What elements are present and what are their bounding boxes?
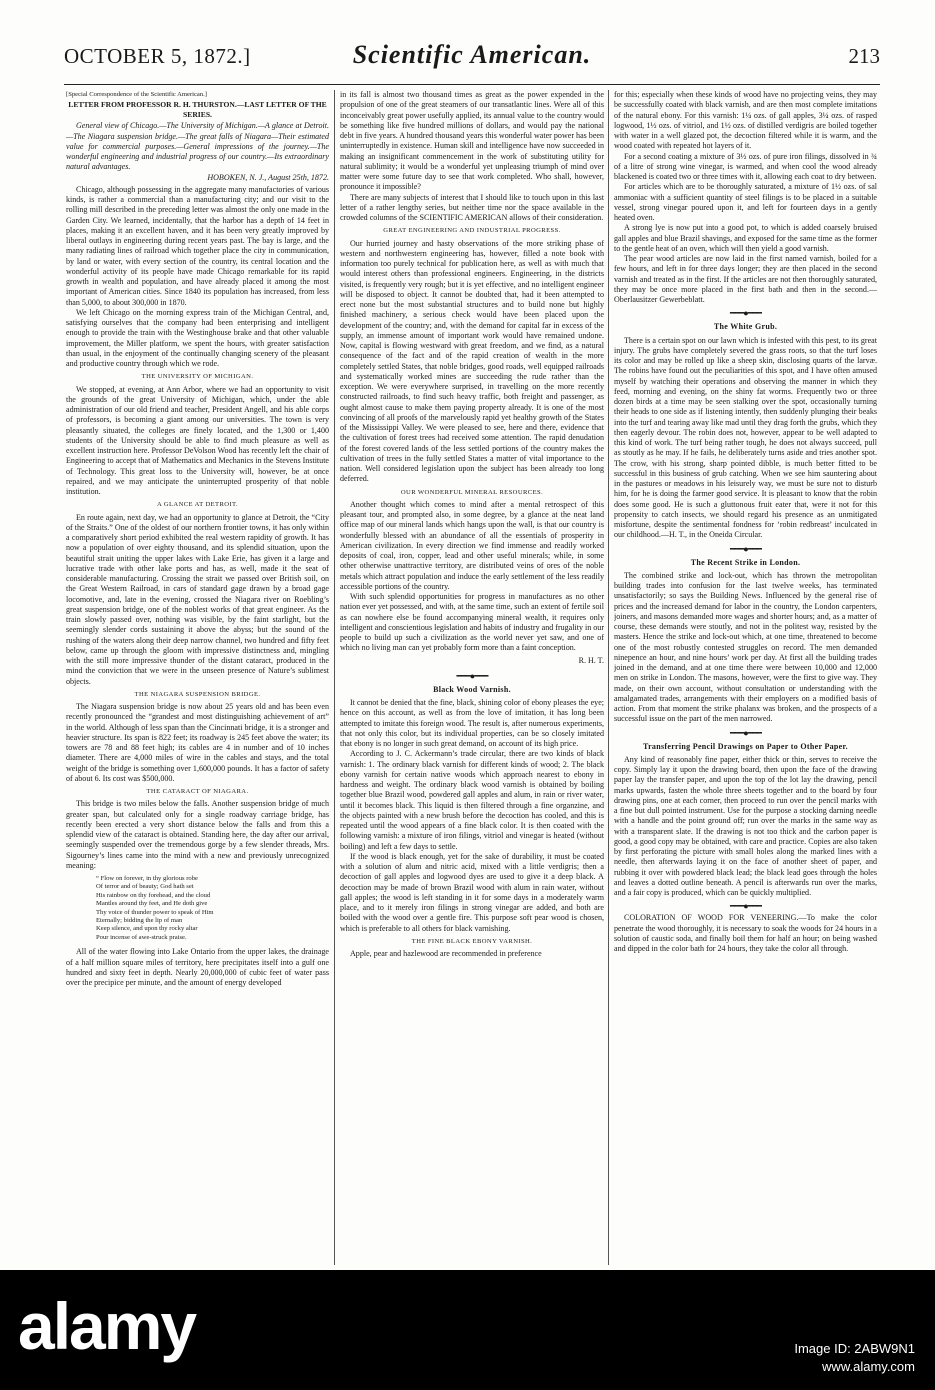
paragraph: It cannot be denied that the fine, black, shining color of ebony pleases the eye; hence on this account, as well as from the love of imitation, it has long been attempted to imitate this foreign wood. The result is, after numerous experiments, that not only this color, but its individual properties, can be so closely imitated that ebony is no longer in such great demand, on account of its high price. [340, 698, 604, 748]
image-id-info [794, 1340, 915, 1376]
section-divider: ━━━●━━━ [730, 308, 761, 319]
paragraph: All of the water flowing into Lake Ontario from the upper lakes, the drainage of a half million square miles of territory, here precipitates itself into a gulf one hundred and sixty feet in depth. Nearly 20,000,000 of cubic feet of water pass over the precipice per minute, and the amount of energy developed [66, 947, 329, 987]
page-number: 213 [848, 44, 880, 68]
poem-line: Mantles around thy feet, and He doth give [96, 900, 208, 908]
masthead-rule [64, 84, 880, 85]
column-divider [334, 90, 335, 1265]
paragraph [614, 913, 877, 954]
paragraph-lead: COLORATION OF WOOD FOR VENEERING. [624, 913, 799, 923]
paragraph: The Niagara suspension bridge is now about 25 years old and has been even recently pronounced the “grandest and most distinguishing achievement of art” in the world. Although of less span than the Cincinnati bridge, it is a stronger and heavier structure. Its span is 822 feet; its roadway is 245 feet above the water; its towers are 78 and 88 feet high; its cables are 4 in number and of 10 inches diameter. There are 4,000 miles of wire in the cables and stays, and the total weight of the bridge is something over 1,600,000 pounds. It has a factor of safety of about 6. Its cost was $500,000. [66, 702, 329, 783]
section-divider: ━━━●━━━ [730, 727, 761, 738]
paragraph: Apple, pear and hazlewood are recommended in preference [350, 949, 542, 958]
paragraph: This bridge is two miles below the falls. Another suspension bridge of much greater span, but calculated only for a single roadway carriage bridge, has recently been erected a very short distance below the falls and from this a splendid view of the cataract is obtained. Standing here, the day after our arrival, seemingly suspended over the tremendous gorge by a few slender threads, Mrs. Sigourney’s lines came into the mind with a new and previously unrecognized meaning: [66, 799, 329, 870]
paragraph: With such splendid opportunities for progress in manufactures as no other nation ever yet possessed, and with, at the same time, such an extent of fertile soil as can nowhere else be found accompanying mineral wealth, it requires only intelligent and conscientious legislation and habits of industry and frugality in our people to build up such a civilization as the world never yet saw, and one of which no living man can yet probably form more than a faint conception. [340, 592, 604, 653]
paragraph: According to J. C. Ackermann’s trade circular, there are two kinds of black varnish: 1. The ordinary black varnish for different kinds of wood; 2. The black ebony varnish for certain native woods which approach nearest to ebony in hardness and weight. The ordinary black wood varnish is obtained by boiling together blue Brazil wood, powdered gall apples and alum, in rain or river water, until it becomes black. This liquid is then filtered through a fine organzine, and the objects painted with a new brush before the decoction has cooled, and this is repeated until the wood appears of a fine black color. It is then coated with the following varnish: a mixture of iron filings, vitriol and vinegar is heated (without boiling) and left a few days to settle. [340, 749, 604, 851]
subheading-university-of-michigan: THE UNIVERSITY OF MICHIGAN. [141, 373, 254, 381]
paragraph: Any kind of reasonably fine paper, either thick or thin, serves to receive the copy. Simply lay it upon the drawing board, then upon the face of the drawing paper lay the transfer paper, and upon the top of the lot lay the drawing, pencil marks upwards, fasten the whole three sheets together and to the board by four drawing pins, one at each corner, then proceed to run over the pencil marks with a fine but dull pointed instrument. Use for the purpose a stocking darning needle with a handle and the point ground off; run over the marks in the same way as with a transparent slate. If the drawing is not too thick and the carbon paper is good, a good copy may be obtained, with care and practice. Copies are also taken by first perforating the picture with small holes along the marked lines with a needle, then afterwards laying it on the face of another sheet of paper, and rubbing it over with powdered black lead; the black lead goes through the holes and leaves a dotted outline beneath. A pencil is afterwards run over the marks, and a fair copy is produced, which can be quickly multiplied. [614, 754, 877, 897]
column-2 [340, 90, 604, 1268]
paragraph: The pear wood articles are now laid in the first named varnish, boiled for a few hours, and left in for three days longer; they are then placed in the second varnish and treated as in the first. If the articles are not then thoroughly saturated, they may be once more placed in the first bath and then in the second.—Oberlausitzer Gewerbeblatt. [614, 254, 877, 304]
article-title-white-grub: The White Grub. [713, 322, 778, 332]
poem-line: Of terror and of beauty; God hath set [96, 883, 194, 891]
paragraph: We left Chicago on the morning express train of the Michigan Central, and, satisfying ourselves that the company had been enterprising and intelligent enough to provide the train with the Westinghouse brake and that other valuable improvement, the Miller platform, we spent the hours, with greater satisfaction than usual, in the enjoyment of the continually changing scenery of the pleasant and productive country through which we rode. [66, 307, 329, 368]
poem-line: Pour incense of awe-struck praise. [96, 933, 187, 941]
paragraph: For articles which are to be thoroughly saturated, a mixture of 1½ ozs. of sal ammoniac with a sufficient quantity of steel filings is to be placed in a suitable vessel, strong vinegar poured upon it, and left for fourteen days in a gently heated oven. [614, 182, 877, 222]
poem-quotation [96, 875, 329, 942]
paragraph: For a second coating a mixture of 3½ ozs. of pure iron filings, dissolved in ¾ of a litre of strong wine vinegar, is warmed, and when cool the wood already blackened is coated two or three times with it, allowing each coat to dry between. [614, 151, 877, 181]
article-title-black-wood-varnish: Black Wood Varnish. [433, 684, 511, 694]
paragraph: in its fall is almost two thousand times as great as the power expended in the propulsion of one of the great steamers of our transatlantic lines. Were all of this inconceivably great power usefully applied, its annual value to the country would be something like five hundred millions of dollars, and would pay the national debt in five years. A hundred thousand years this wonderful water power has been uninterruptedly in existence. Human skill and intelligence have now succeeded in making an insignificant commencement in the work of substituting utility for natural sublimity; it would be a wonderful yet unpleasing triumph of mind over matter were some future day to see that work completed. Who shall, however, pronounce it impossible? [340, 90, 604, 192]
subheading-cataract: THE CATARACT OF NIAGARA. [146, 788, 249, 795]
section-divider: ━━━●━━━ [730, 543, 761, 554]
paragraph: for this; especially when these kinds of wood have no projecting veins, they may be successfully coated with black varnish, and are then most complete imitations of the natural ebony. For this varnish: 1¼ ozs. of gall apples, 3¼ ozs. of rasped logwood, 1½ ozs. of vitriol, and 1½ ozs. of distilled verdigris are boiled together with water in a well glazed pot, the decoction filtered while it is warm, and the wood coated with repeated hot layers of it. [614, 90, 877, 151]
masthead [64, 40, 880, 84]
image-id: Image ID: 2ABW9N1 [794, 1341, 915, 1356]
site-url: www.alamy.com [822, 1359, 915, 1374]
author-signature: R. H. T. [578, 655, 604, 665]
poem-line: “ Flow on forever, in thy glorious robe [96, 875, 198, 882]
subheading-detroit: A GLANCE AT DETROIT. [156, 501, 238, 509]
paragraph: Another thought which comes to mind after a mental retrospect of this pleasant tour, and prompted also, in some degree, by a glance at the neat land office map of our mineral lands which hangs upon the wall, is that our country is wonderfully blessed with an abundance of all the essentials of prosperity in American civilization. In every direction we find immense and readily worked deposits of coal, iron, copper, lead and other useful minerals; while, in some other otherwise unattractive territory, are distributed veins of ores of the noble metals which attract population and induce the early settlement of the less readily accessible portions of the country. [340, 499, 604, 591]
paragraph: Chicago, although possessing in the aggregate many manufactories of various kinds, is rather a commercial than a manufacturing city; and our visit to the rolling mill described in the preceding letter was almost the only one made in the Garden City. We learned, incidentally, that the harbor has a depth of 14 feet in places, making it an excellent haven, and it has been very greatly improved by liberal outlays in engineering during recent years past. The bay is large, and the many radiating lines of railroad which together place the city in communication, by land or water, with every section of the country, its central location and the wonderful activity of its people have made Chicago remarkable for its rapid growth in wealth and population, and have already placed it among the most important of American cities. Since 1840 its population has increased, from less than 5,000, to about 300,000 in 1870. [66, 184, 329, 307]
column-divider [608, 90, 609, 1265]
poem-line: Thy voice of thunder power to speak of Him [96, 908, 214, 916]
paragraph: A strong lye is now put into a good pot, to which is added coarsely bruised gall apples and blue Brazil shavings, and exposed for the same time as the former to the gentle heat of an oven, which will then yield a good varnish. [614, 223, 877, 253]
paragraph: We stopped, at evening, at Ann Arbor, where we had an opportunity to visit the grounds of the great University of Michigan, which, under the able administration of our old friend and teacher, President Angell, and his able corps of professors, is becoming a giant among our universities. The town is very pleasantly situated, the colleges are finely located, and the 1,300 or 1,400 students of the University should be able to find much pleasure as well as excellent instruction here. Professor DeVolson Wood has recently left the chair of Engineering to accept that of Mathematics and Mechanics in the Stevens Institute of Technology. This great loss to the University will, however, be at once repaired, and we may anticipate the uninterrupted prosperity of that noble institution. [66, 384, 329, 496]
alamy-logo: alamy [18, 1289, 196, 1363]
subheading-suspension-bridge: THE NIAGARA SUSPENSION BRIDGE. [134, 690, 261, 698]
column-3 [614, 90, 877, 1268]
article-title-london-strike: The Recent Strike in London. [690, 557, 801, 567]
paragraph: En route again, next day, we had an opportunity to glance at Detroit, the “City of the Straits.” One of the oldest of our northern frontier towns, it has only within a comparatively short period exhibited the real western rapidity of growth. It has now a population of over eighty thousand, and its splendid situation, upon the beautiful strait uniting the upper lakes with Lake Erie, has given it a large and lucrative trade with other lake ports and has, as well, made it the seat of considerable manufacturing. Crossing the strait we passed over British soil, on the Great Western Railroad, in cars of standard gage drawn by a broad gage locomotive, and, late in the evening, crossed the Niagara river on Roebling’s great suspension bridge, one of the noblest works of that great engineer. As the train slowly passed over, nothing was visible, by the faint starlight, but the seemingly slender cords sustaining it above the abyss; but the sound of the rushing of the waters along their deep narrow channel, two hundred and fifty feet below, came up through the gloom with impressive distinctness and, mingling with the still more impressive thunder of the distant cataract, produced in the mind the conviction that we were in the unseen presence of Nature’s sublimest objects. [66, 512, 329, 686]
article-title-transferring-drawings: Transferring Pencil Drawings on Paper to Other Paper. [643, 741, 848, 751]
dateline: HOBOKEN, N. J., August 25th, 1872. [207, 172, 329, 182]
poem-line: His rainbow on thy forehead, and the cloud [96, 891, 211, 899]
paragraph: There are many subjects of interest that I should like to touch upon in this last letter of a rather lengthy series, but neither time nor the space available in the crowded columns of the SCIENTIFIC AMERICAN allows of their consideration. [340, 192, 604, 222]
paragraph: The combined strike and lock-out, which has thrown the metropolitan building trades into confusion for the last twelve weeks, has terminated unsatisfactorily; so says the Building News. Influenced by the general rise of prices and the increased demand for labor in the country, the London carpenters, joiners, and masons demanded more wages and shorter hours; and, as a matter of course, these demands were stoutly, and not in the politest way, resisted by the masters. Hence the strike and lock-out which, at one time, threatened to become one of the most robustly contested struggles on record. The men demanded ninepence an hour, and nine hours’ work per day. At first all the building trades joined in the demand, and at one time there were between 10,000 and 12,000 men on strike in London. The masons, however, were the first to give way. They made, on their own account, without consultation or understanding with the amalgamated trades, arrangements with their employers on a modified basis of action. From that moment the strike phalanx was broken, and the prospects of a successful issue on the part of the men narrowed. [614, 570, 877, 724]
subheading-ebony-varnish: THE FINE BLACK EBONY VARNISH. [411, 937, 533, 945]
paragraph: If the wood is black enough, yet for the sake of durability, it must be coated with a solution of alum and nitric acid, mixed with a little verdigris; then a decoction of gall apples and logwood dyes are used to give it a deep black. A decoction may be made of brown Brazil wood with alum in rain water, without gall apples; the wood is left standing in it for some days in a moderately warm place, and to it merely iron filings in strong vinegar are added, and both are boiled with the wood over a gentle fire. This purpose soft pear wood is chosen, which is preferable to all others for black varnishing. [340, 851, 604, 933]
article-title-thurston-letter: LETTER FROM PROFESSOR R. H. THURSTON.—LAST LETTER OF THE SERIES. [68, 100, 327, 119]
section-divider: ━━━●━━━ [730, 901, 761, 912]
subheading-engineering-progress: GREAT ENGINEERING AND INDUSTRIAL PROGRESS. [383, 227, 561, 235]
section-divider: ━━━●━━━ [456, 670, 488, 681]
article-summary: General view of Chicago.—The University of Michigan.—A glance at Detroit.—The Niagara suspension bridge.—The great falls of Niagara—Their estimated value for commercial purposes.—General impressions of the journey.—The wonderful engineering and industrial progress of our country.—Its extraordinary natural advantages. [66, 121, 329, 172]
column-1 [66, 90, 329, 1268]
paragraph-body: —To make the color penetrate the wood thoroughly, it is necessary to soak the woods for 24 hours in a solution of caustic soda, and finally boil them for half an hour; on being washed and dipped in the color bath for 24 hours, they take the color all through. [614, 913, 877, 953]
subheading-mineral-resources: OUR WONDERFUL MINERAL RESOURCES. [400, 488, 544, 496]
poem-line: Eternally; bidding the lip of man [96, 917, 183, 925]
paragraph: There is a certain spot on our lawn which is infested with this pest, to its great injury. The grubs have completely severed the grass roots, so that the turf loses its color and may be rolled up like a sheep skin, disclosing quarts of the larvæ. The robins have found out the peculiarities of this spot, and I have often amused myself by watching their operations and observing the manner in which they feed, morning and evening, on the shiny fat worms. Frequently two or three dozen birds at a time may be seen stalking over the spot, occasionally turning their heads to one side as if listening intently, then suddenly plunging their beaks into the turf and tearing away like mad until they drag forth the grubs, which they then eagerly devour. The robin does not, however, appear to be well adapted to this kind of work. The turf being rather tough, he does not always succeed, pull as stoutly as he may. If he fails, he deliberately turns aside and tries another spot. The crow, with his strong, sharp pointed dibble, is much better fitted to be successful in this business of grub catching. When we see him sauntering about in the pastures or meadows in his leisurely way, we must be sure not to disturb him, for he is doing the farmer good service. It is pleasant to know that the robin does some good. He is such a gluttonous fruit eater that, were it not for this propensity to catch insects, we should regard his presence as an unmitigated misfortune, despite the sentimental fondness for ‘robin redbreast’ inculcated in our childhood.—H. T., in the Oneida Circular. [614, 335, 877, 540]
publication-title: Scientific American. [352, 40, 592, 69]
poem-line: Keep silence, and upon thy rocky altar [96, 925, 198, 933]
stock-photo-banner [0, 1270, 935, 1390]
correspondence-note: [Special Correspondence of the Scientific American.] [66, 91, 207, 98]
paragraph: Our hurried journey and hasty observations of the more striking phase of western and northwestern engineering has, however, filled a note book with information too purely technical for publication here, as well as with much that would interest others than professional engineers. Engineering, in the districts visited, is frequently very rough; but it is yet effective, and no intelligent engineer will be disposed to object. It cannot be doubted that, had it been attempted to erect none but the most substantial structures and to build none but highly finished machinery, a serious check would have been placed upon the development of the country; and, with the demand for capital far in excess of the supply, an immense amount of important work would have remained undone. Now, capital is flowing westward with great freedom, and we find, as a natural consequence of the fact and of the rapid creation of wealth in the more completely settled States, that noble bridges, good roads, well equipped railroads and systematically worked mines are succeeding the rude rather than the exception. We were everywhere surprised, in travelling on the more recently constructed railroads, to find such heavy traffic, both freight and passenger, as ought almost cause to make them paying property already. It is one of the most convincing of all proofs of the marvelously rapid yet healthy growth of the States of the Mississippi Valley. We were pleased to see, here and there, evidence that the cultivation of forest trees had received some attention. The rapid denudation of the forest covered lands of the less settled portions of the country makes the cultivation of trees in the fully settled States a matter of vital importance to the nation. Well considered legislation upon the subject has been already too long deferred. [340, 238, 604, 484]
issue-date: OCTOBER 5, 1872.] [64, 44, 251, 68]
